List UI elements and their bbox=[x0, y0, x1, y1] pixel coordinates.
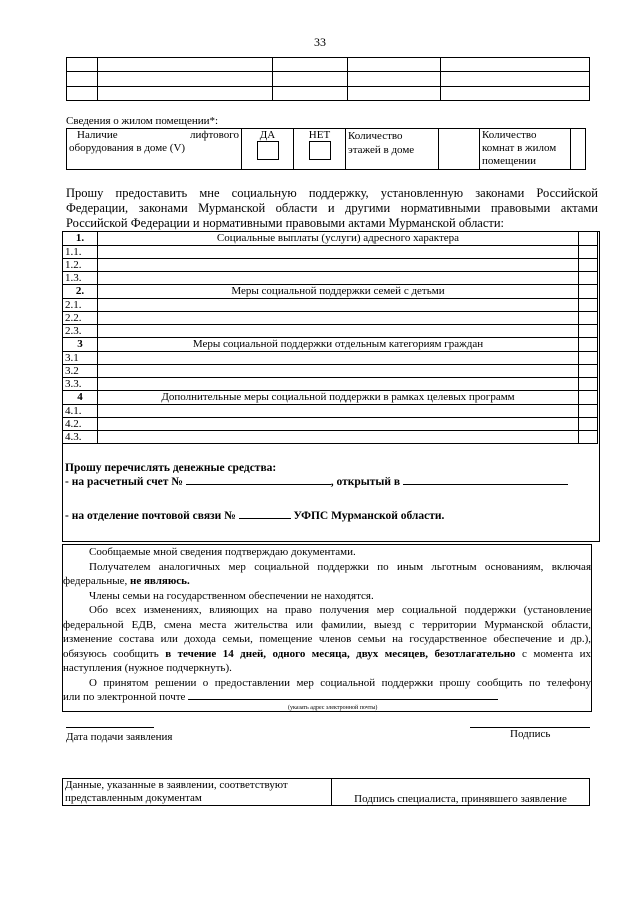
measure-sub-field[interactable] bbox=[98, 365, 579, 378]
signature-label: Подпись bbox=[510, 728, 551, 740]
no-cell: НЕТ bbox=[294, 129, 346, 170]
measure-sub-field[interactable] bbox=[98, 431, 579, 444]
transfer-heading: Прошу перечислять денежные средства: bbox=[65, 462, 277, 474]
measure-check[interactable] bbox=[579, 325, 598, 338]
email-field[interactable] bbox=[188, 699, 498, 700]
date-line[interactable] bbox=[66, 727, 154, 728]
measure-check[interactable] bbox=[579, 431, 598, 444]
confirmation-block: Сообщаемые мной сведения подтверждаю документами. Получателем аналогичных мер социальной поддержки по иным льготным основаниям, включая федеральные, не являюсь. Члены семьи на государственном обеспечении не находятся. Обо всех изменениях, влияющих на право получения мер социальной поддержки (установление федеральной ЕДВ, смена места жительства или фамилии, выезд с территории Мурманской области, изменение состава или дохода семьи, помещение членов семьи на государственное обеспечение и др.), обязуюсь сообщить в течение 14 дней, одного месяца, двух месяцев, безотлагательно с момента их наступления (нужное подчеркнуть). О принятом решении о предоставлении мер социальной поддержки прошу сообщить по телефону или по электронной почте (указать адрес электронной почты) bbox=[63, 546, 592, 711]
request-text: Прошу предоставить мне социальную поддержку, установленную законами Российской Федерации, законами Мурманской области и другими нормативными правовыми актами Российской Федерации и нормативными правовыми актами Мурманской области: bbox=[66, 186, 598, 230]
measure-sub-row: 2.2. bbox=[63, 312, 598, 325]
measures-table bbox=[62, 231, 598, 444]
measure-sub-field[interactable] bbox=[98, 299, 579, 312]
measure-section-row: 1. Социальные выплаты (услуги) адресного характера bbox=[63, 232, 598, 246]
account-line: - на расчетный счет № , открытый в bbox=[65, 476, 595, 488]
measure-sub-row: 2.3. bbox=[63, 325, 598, 338]
rooms-value[interactable] bbox=[571, 129, 586, 170]
measure-sub-row: 3.3. bbox=[63, 378, 598, 391]
elevator-label: Наличие лифтового оборудования в доме (V) bbox=[67, 129, 242, 170]
transfer-section bbox=[65, 462, 595, 522]
bank-field[interactable] bbox=[403, 484, 568, 485]
measure-sub-field[interactable] bbox=[98, 312, 579, 325]
measure-check[interactable] bbox=[579, 259, 598, 272]
measure-sub-row: 4.3. bbox=[63, 431, 598, 444]
measure-check[interactable] bbox=[579, 365, 598, 378]
floors-label: Количество этажей в доме bbox=[346, 129, 439, 170]
measure-check[interactable] bbox=[579, 378, 598, 391]
measure-sub-row: 1.1. bbox=[63, 246, 598, 259]
rooms-label: Количество комнат в жилом помещении bbox=[480, 129, 571, 170]
measure-sub-field[interactable] bbox=[98, 418, 579, 431]
measure-sub-field[interactable] bbox=[98, 405, 579, 418]
measure-check[interactable] bbox=[579, 299, 598, 312]
footer-table: Данные, указанные в заявлении, соответствуют представленным документам Подпись специалиста, принявшего заявление bbox=[62, 778, 590, 806]
measure-check[interactable] bbox=[579, 405, 598, 418]
page-number: 33 bbox=[314, 35, 326, 49]
yes-checkbox[interactable] bbox=[257, 141, 279, 160]
measure-sub-row: 3.1 bbox=[63, 352, 598, 365]
measure-section-row: 2. Меры социальной поддержки семей с детьми bbox=[63, 285, 598, 299]
specialist-signature-cell[interactable]: Подпись специалиста, принявшего заявление bbox=[332, 779, 590, 806]
measure-sub-field[interactable] bbox=[98, 352, 579, 365]
measure-check[interactable] bbox=[579, 285, 598, 299]
measure-check[interactable] bbox=[579, 232, 598, 246]
post-line: - на отделение почтовой связи № УФПС Мурманской области. bbox=[65, 510, 445, 522]
post-office-field[interactable] bbox=[239, 518, 291, 519]
measure-sub-row: 4.1. bbox=[63, 405, 598, 418]
measure-check[interactable] bbox=[579, 338, 598, 352]
measure-sub-row: 2.1. bbox=[63, 299, 598, 312]
measure-check[interactable] bbox=[579, 352, 598, 365]
measure-sub-row: 3.2 bbox=[63, 365, 598, 378]
measure-check[interactable] bbox=[579, 391, 598, 405]
measure-sub-field[interactable] bbox=[98, 246, 579, 259]
top-table bbox=[66, 57, 590, 101]
measure-sub-field[interactable] bbox=[98, 378, 579, 391]
measure-sub-row: 1.2. bbox=[63, 259, 598, 272]
measure-sub-field[interactable] bbox=[98, 259, 579, 272]
measure-sub-field[interactable] bbox=[98, 325, 579, 338]
account-number-field[interactable] bbox=[186, 484, 331, 485]
housing-table bbox=[66, 128, 586, 170]
measure-sub-row: 4.2. bbox=[63, 418, 598, 431]
no-checkbox[interactable] bbox=[309, 141, 331, 160]
measure-sub-field[interactable] bbox=[98, 272, 579, 285]
measure-check[interactable] bbox=[579, 246, 598, 259]
measure-sub-row: 1.3. bbox=[63, 272, 598, 285]
date-label: Дата подачи заявления bbox=[66, 731, 173, 743]
measure-section-row: 3 Меры социальной поддержки отдельным категориям граждан bbox=[63, 338, 598, 352]
floors-value[interactable] bbox=[439, 129, 480, 170]
measure-section-row: 4 Дополнительные меры социальной поддержки в рамках целевых программ bbox=[63, 391, 598, 405]
measure-check[interactable] bbox=[579, 312, 598, 325]
measure-check[interactable] bbox=[579, 418, 598, 431]
housing-heading: Сведения о жилом помещении*: bbox=[66, 115, 219, 127]
measures-block bbox=[62, 231, 600, 542]
yes-cell: ДА bbox=[242, 129, 294, 170]
measure-check[interactable] bbox=[579, 272, 598, 285]
